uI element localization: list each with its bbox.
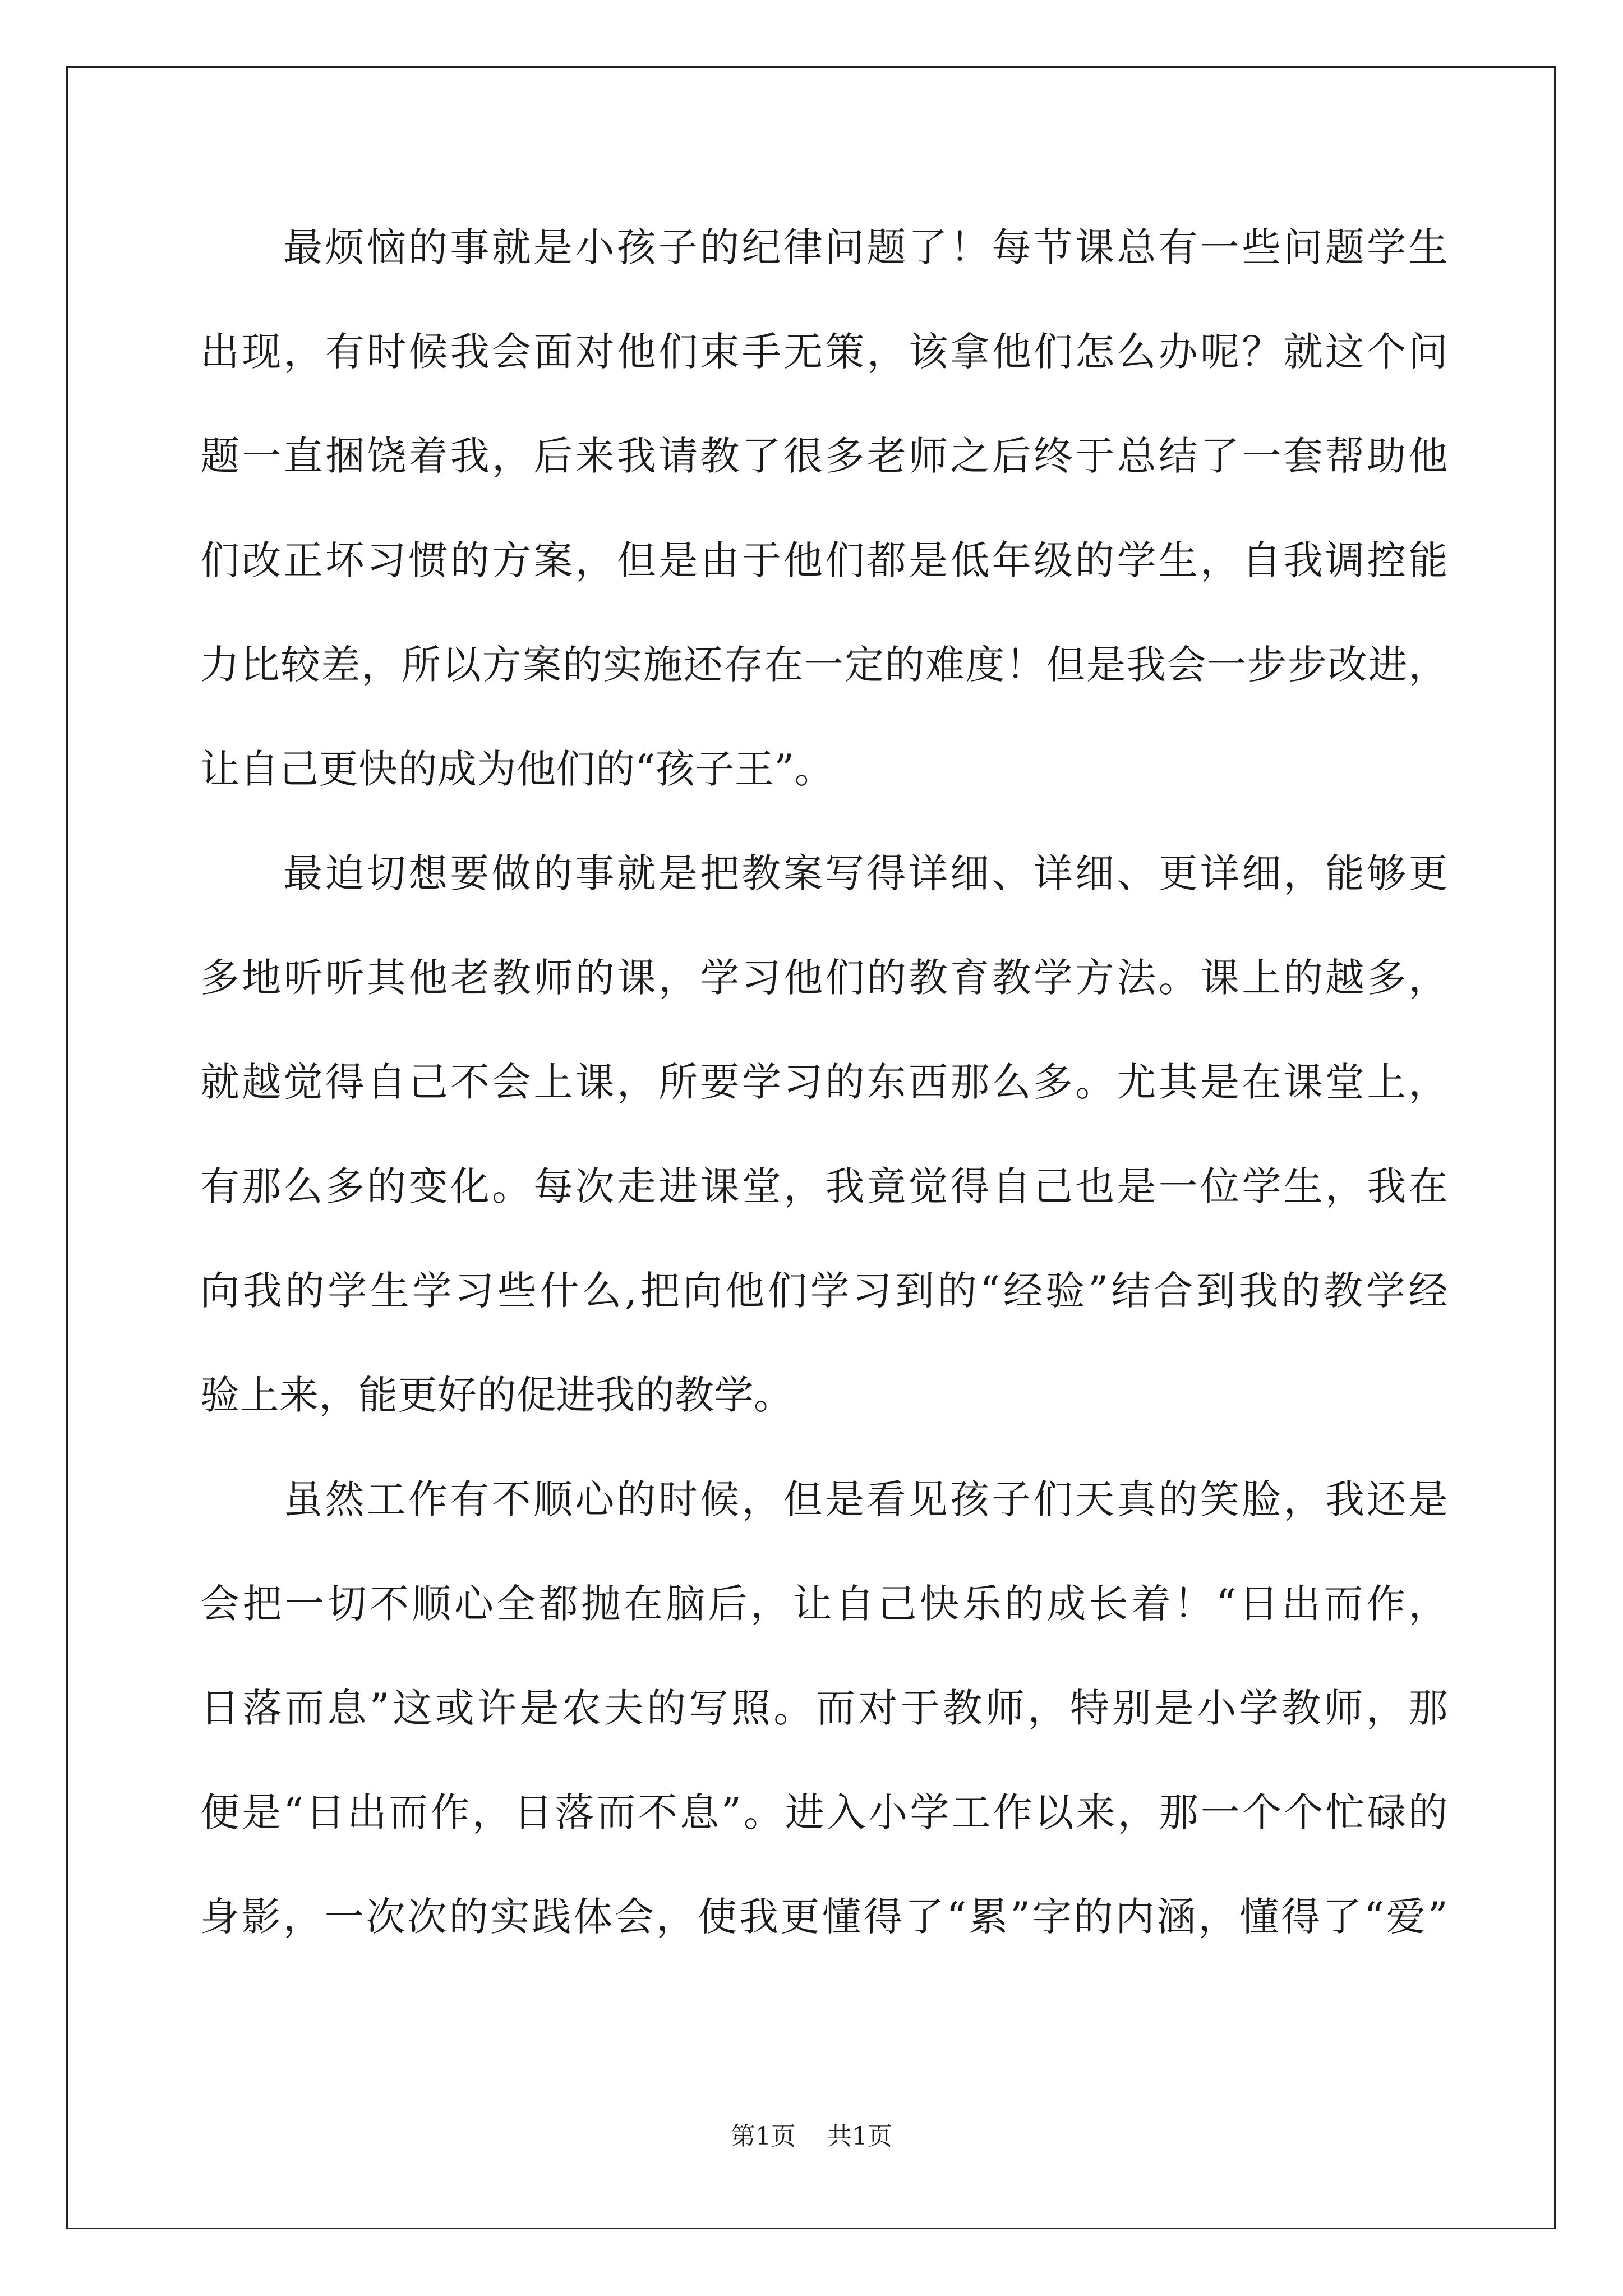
page-number-footer: 第1页 共1页 — [731, 2122, 892, 2151]
paragraph-2-line-4: 有那么多的变化。每次走进课堂，我竟觉得自己也是一位学生，我在 — [200, 1163, 1448, 1209]
paragraph-2-line-2: 多地听听其他老教师的课，学习他们的教育教学方法。课上的越多， — [200, 955, 1448, 1001]
paragraph-3-line-1: 虽然工作有不顺心的时候，但是看见孩子们天真的笑脸，我还是 — [283, 1476, 1448, 1522]
paragraph-1-line-5: 力比较差，所以方案的实施还存在一定的难度！但是我会一步步改进， — [200, 642, 1448, 688]
paragraph-3-line-2: 会把一切不顺心全都抛在脑后，让自己快乐的成长着！“日出而作， — [200, 1581, 1448, 1627]
paragraph-2-line-3: 就越觉得自己不会上课，所要学习的东西那么多。尤其是在课堂上， — [200, 1059, 1448, 1105]
paragraph-3-line-5: 身影，一次次的实践体会，使我更懂得了“累”字的内涵，懂得了“爱” — [200, 1894, 1448, 1940]
paragraph-1-line-2: 出现，有时候我会面对他们束手无策，该拿他们怎么办呢？就这个问 — [200, 329, 1448, 375]
paragraph-1-line-3: 题一直捆饶着我，后来我请教了很多老师之后终于总结了一套帮助他 — [200, 433, 1448, 479]
paragraph-1-line-4: 们改正坏习惯的方案，但是由于他们都是低年级的学生，自我调控能 — [200, 537, 1448, 583]
paragraph-3-line-4: 便是“日出而作，日落而不息”。进入小学工作以来，那一个个忙碌的 — [200, 1789, 1448, 1835]
document-body — [200, 216, 1448, 1990]
paragraph-1-line-6: 让自己更快的成为他们的“孩子王”。 — [200, 746, 834, 792]
paragraph-2-line-5: 向我的学生学习些什么,把向他们学习到的“经验”结合到我的教学经 — [200, 1268, 1448, 1314]
paragraph-1-line-1: 最烦恼的事就是小孩子的纪律问题了！每节课总有一些问题学生 — [283, 224, 1448, 270]
paragraph-2-line-6: 验上来，能更好的促进我的教学。 — [200, 1372, 794, 1418]
paragraph-2-line-1: 最迫切想要做的事就是把教案写得详细、详细、更详细，能够更 — [283, 850, 1448, 896]
paragraph-3-line-3: 日落而息”这或许是农夫的写照。而对于教师，特别是小学教师，那 — [200, 1685, 1448, 1731]
